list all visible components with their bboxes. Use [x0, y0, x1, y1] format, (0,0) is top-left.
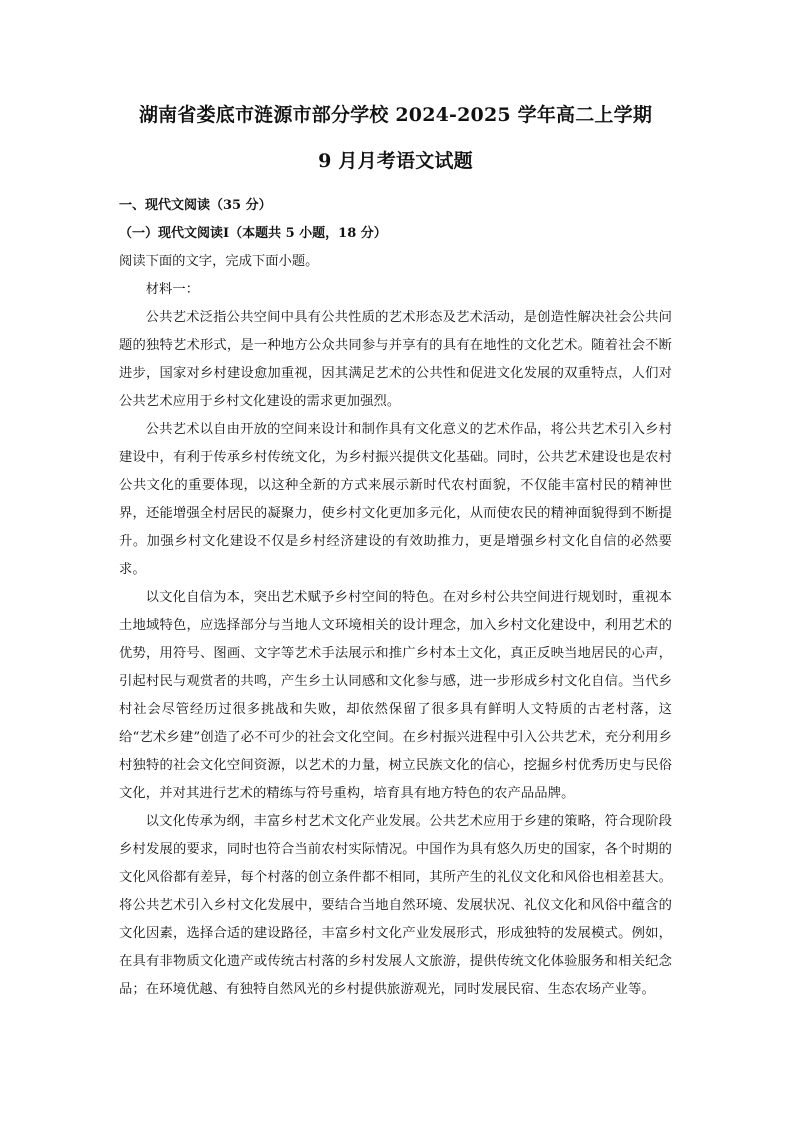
title-line-1: 湖南省娄底市涟源市部分学校 2024-2025 学年高二上学期 — [138, 104, 653, 126]
subsection-heading: （一）现代文阅读Ⅰ（本题共 5 小题，18 分） — [119, 226, 387, 241]
instruction-text: 阅读下面的文字，完成下面小题。 — [119, 254, 319, 269]
paragraph-1: 公共艺术泛指公共空间中具有公共性质的艺术形态及艺术活动，是创造性解决社会公共问题的独特艺术形式，是一种地方公众共同参与并享有的具有在地性的文化艺术。随着社会不断进步，国家对乡村建设愈加重视，因其满足艺术的公共性和促进文化发展的双重特点，人们对公共艺术应用于乡村文化建设的需求更加强烈。 — [119, 310, 672, 409]
paragraph-2: 公共艺术以自由开放的空间来设计和制作具有文化意义的艺术作品，将公共艺术引入乡村建设中，有利于传承乡村传统文化，为乡村振兴提供文化基础。同时，公共艺术建设也是农村公共文化的重要体现，以这种全新的方式来展示新时代农村面貌，不仅能丰富村民的精神世界，还能增强全村居民的凝聚力，使乡村文化更加多元化，从而使农民的精神面貌得到不断提升。加强乡村文化建设不仅是乡村经济建设的有效助推力，更是增强乡村文化自信的必然要求。 — [119, 422, 672, 577]
paragraph-4: 以文化传承为纲，丰富乡村艺术文化产业发展。公共艺术应用于乡建的策略，符合现阶段乡村发展的要求，同时也符合当前农村实际情况。中国作为具有悠久历史的国家，各个时期的文化风俗都有差异，每个村落的创立条件都不相同，其所产生的礼仪文化和风俗也相差甚大。将公共艺术引入乡村文化发展中，要结合当地自然环境、发展状况、礼仪文化和风俗中蕴含的文化因素，选择合适的建设路径，丰富乡村文化产业发展形式，形成独特的发展模式。例如，在具有非物质文化遗产或传统古村落的乡村发展人文旅游，提供传统文化体验服务和相关纪念品；在环境优越、有独特自然风光的乡村提供旅游观光，同时发展民宿、生态农场产业等。 — [119, 814, 672, 997]
section-heading: 一、现代文阅读（35 分） — [119, 198, 272, 213]
material-label: 材料一： — [145, 282, 200, 297]
paragraph-3: 以文化自信为本，突出艺术赋予乡村空间的特色。在对乡村公共空间进行规划时，重视本土地域特色，应选择部分与当地人文环境相关的设计理念，加入乡村文化建设中，利用艺术的优势，用符号、图画、文字等艺术手法展示和推广乡村本土文化，真正反映当地居民的心声，引起村民与观赏者的共鸣，产生乡土认同感和文化参与感，进一步形成乡村文化自信。当代乡村社会尽管经历过很多挑战和失败，却依然保留了很多具有鲜明人文特质的古老村落，这给“艺术乡建”创造了必不可少的社会文化空间。在乡村振兴进程中引入公共艺术，充分利用乡村独特的社会文化空间资源，以艺术的力量，树立民族文化的信心，挖掘乡村优秀历史与民俗文化，并对其进行艺术的精练与符号重构，培育具有地方特色的农产品品牌。 — [119, 590, 672, 801]
title-line-2: 9 月月考语文试题 — [318, 150, 473, 172]
